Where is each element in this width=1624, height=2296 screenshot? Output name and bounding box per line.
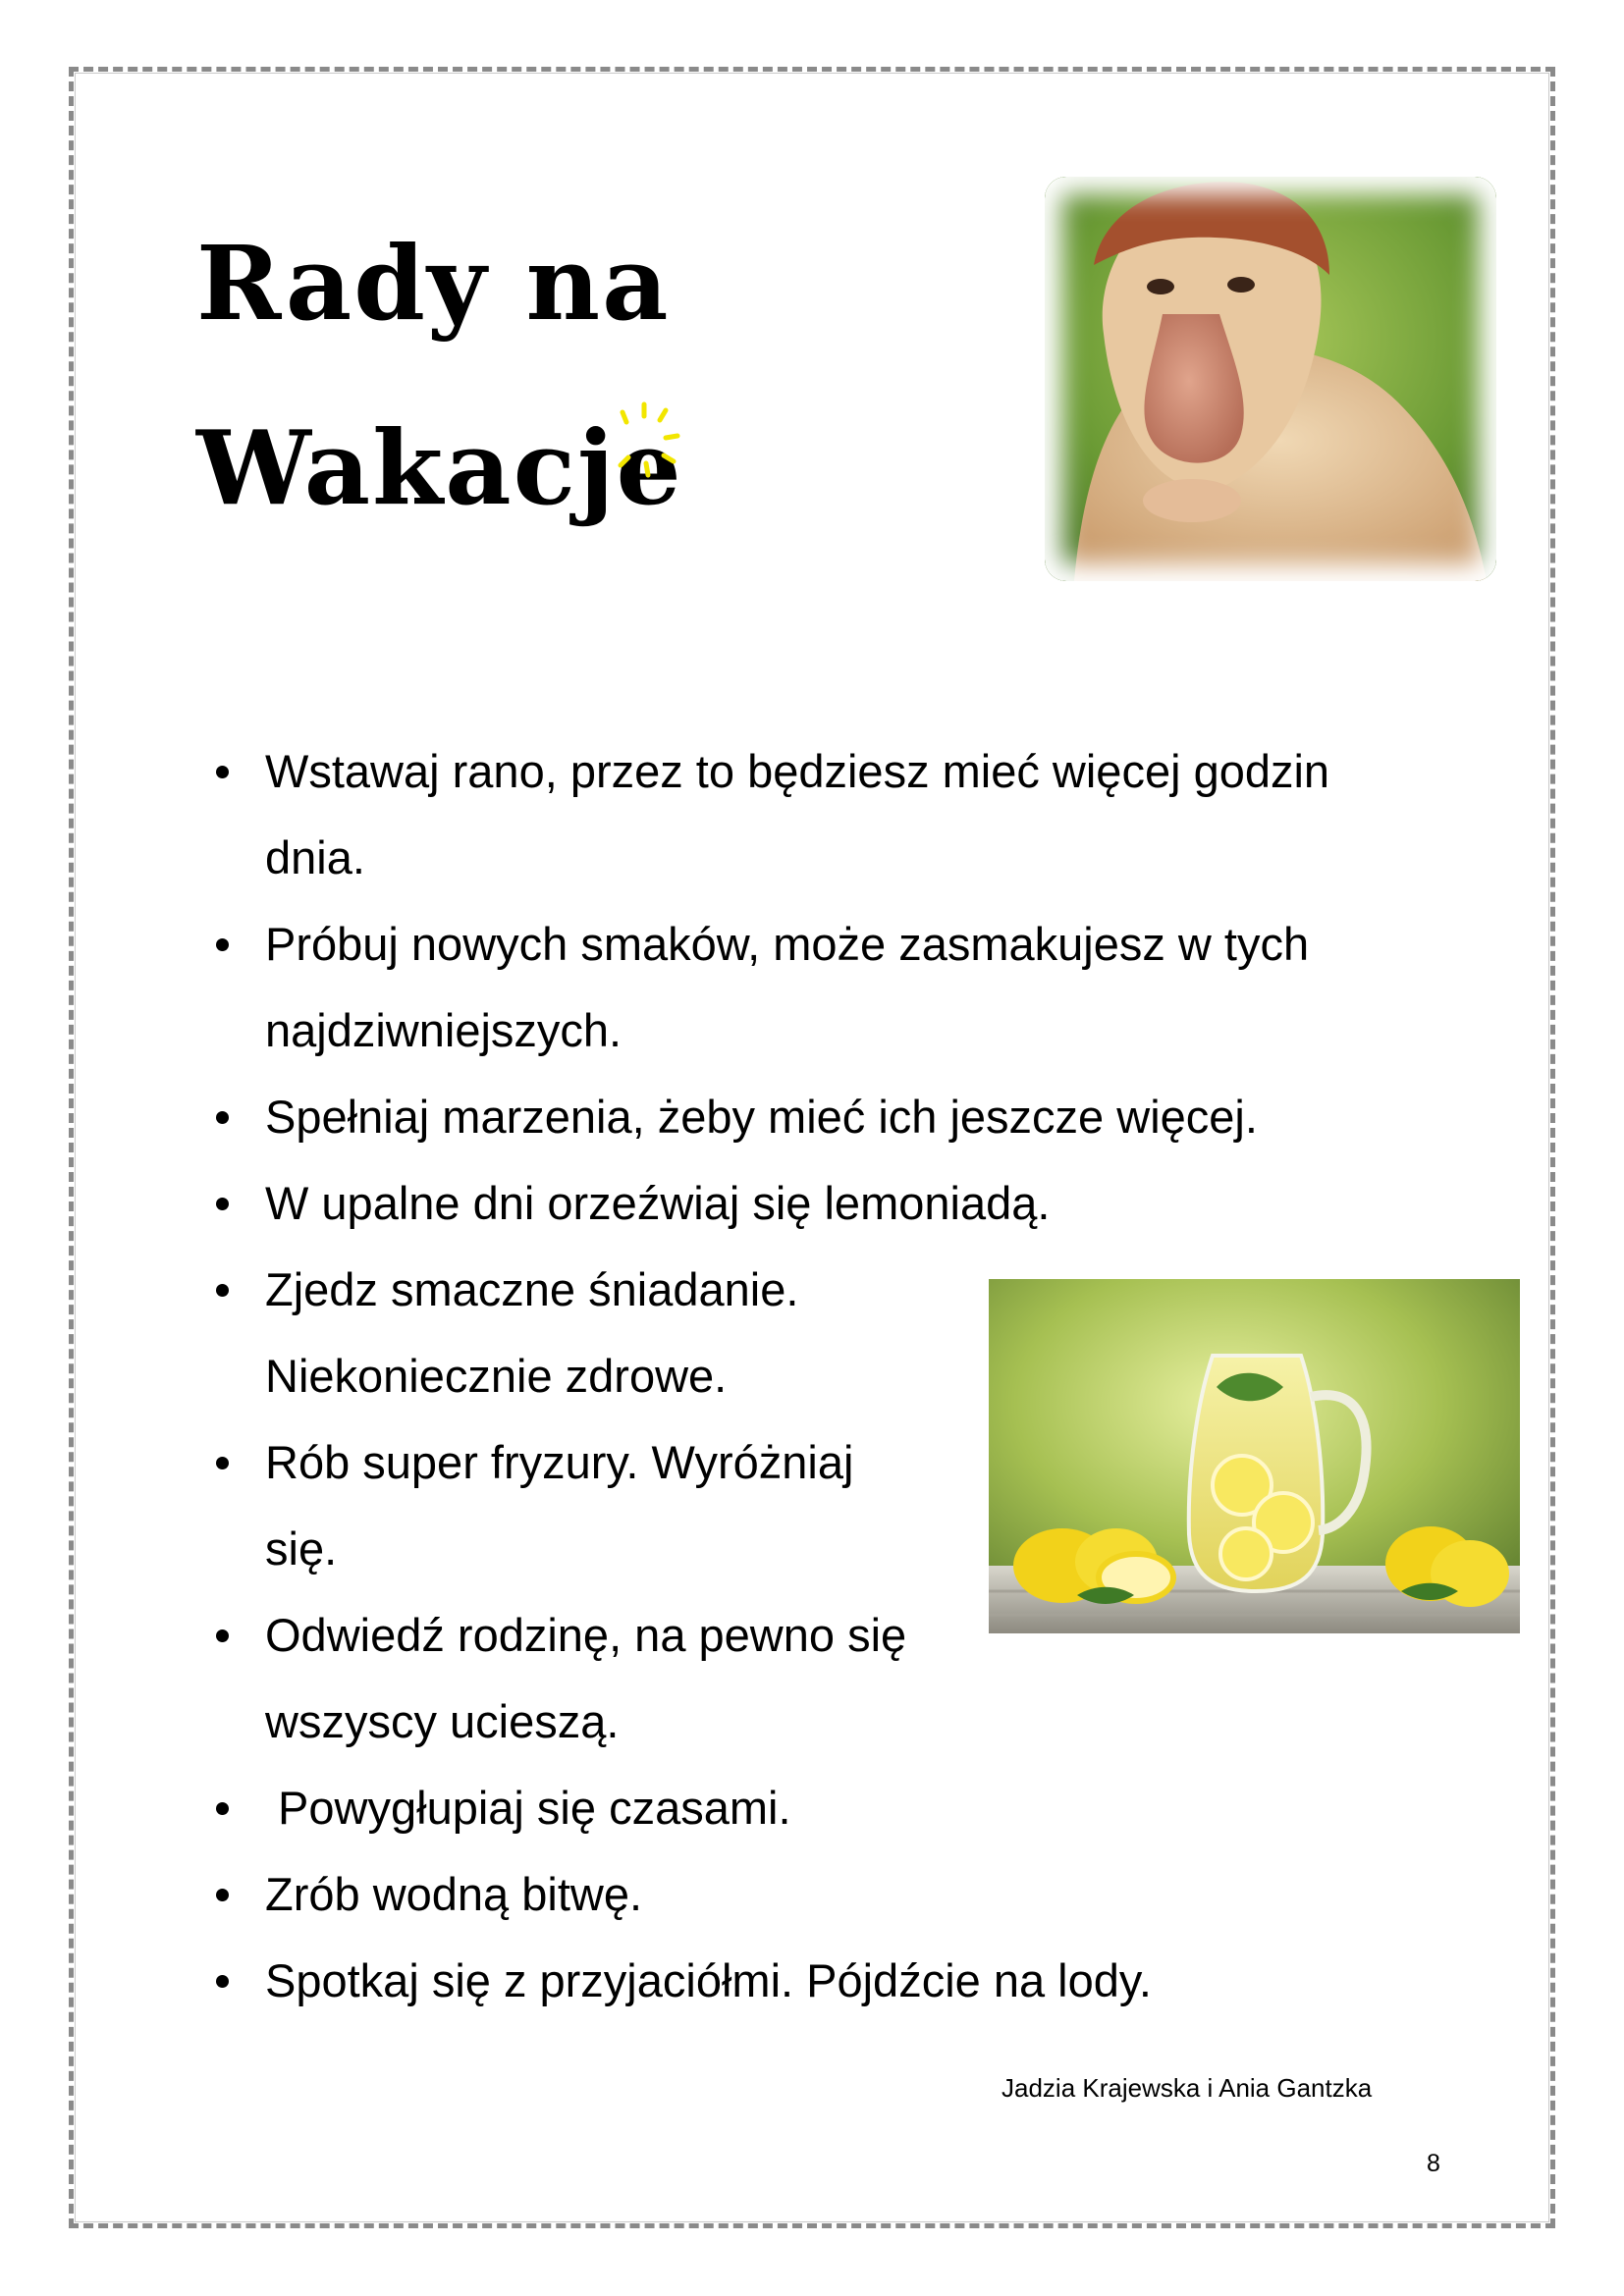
authors-credit: Jadzia Krajewska i Ania Gantzka <box>1001 2073 1373 2103</box>
list-item: Próbuj nowych smaków, może zasmakujesz w tych najdziwniejszych. <box>206 901 1434 1074</box>
sun-doodle-icon <box>609 400 707 499</box>
list-item: Rób super fryzury. Wyróżniaj się. <box>206 1419 1434 1592</box>
list-item: Zrób wodną bitwę. <box>206 1851 1434 1938</box>
list-item: Spotkaj się z przyjaciółmi. Pójdźcie na lody. <box>206 1938 1434 2024</box>
monkey-photo <box>1045 177 1496 581</box>
page-number: 8 <box>1427 2150 1440 2177</box>
list-item: Wstawaj rano, przez to będziesz mieć więcej godzin dnia. <box>206 728 1434 901</box>
page-title <box>196 191 785 561</box>
list-item: Powygłupiaj się czasami. <box>206 1765 1434 1851</box>
title-line-1: Rady na <box>196 223 671 344</box>
list-item: Odwiedź rodzinę, na pewno się wszyscy ucieszą. <box>206 1592 1434 1765</box>
title-line-2: Wakacje <box>196 407 683 528</box>
list-item: W upalne dni orzeźwiaj się lemoniadą. <box>206 1160 1434 1247</box>
list-item: Spełniaj marzenia, żeby mieć ich jeszcze więcej. <box>206 1074 1434 1160</box>
list-item: Zjedz smaczne śniadanie. Niekoniecznie zdrowe. <box>206 1247 1434 1419</box>
lemonade-photo <box>989 1279 1520 1633</box>
